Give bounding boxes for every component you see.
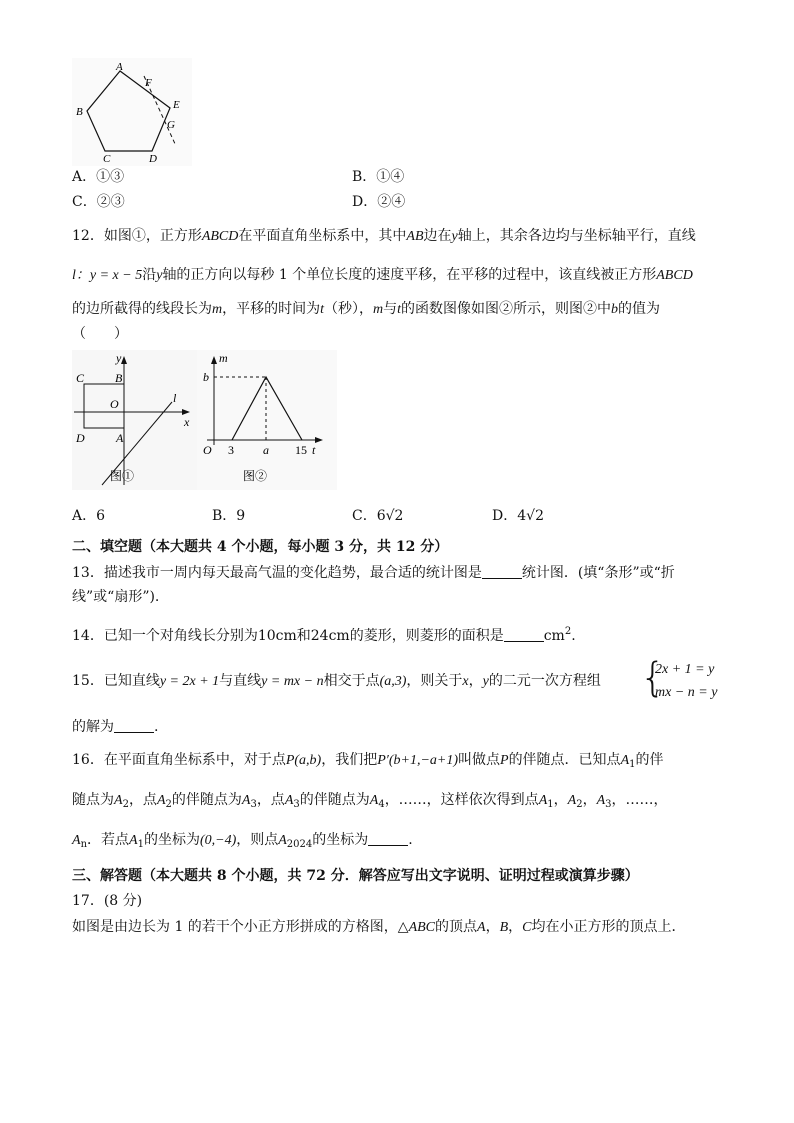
q12-option-b[interactable]: B．9 xyxy=(212,508,246,524)
q12-answer-paren: （ ） xyxy=(72,326,128,342)
q12-option-d[interactable]: D．4√2 xyxy=(492,508,544,524)
figure-background xyxy=(72,58,192,166)
fig1-label-x: x xyxy=(184,415,190,429)
q16-line-3: $A_n$．若点$A_1$的坐标为(0,−4)，则点$A_{2024}$的坐标为 . xyxy=(72,832,413,850)
q11-option-d[interactable]: D．②④ xyxy=(352,194,406,210)
label-B: B xyxy=(76,106,83,118)
figure-2 xyxy=(197,350,337,490)
pentagon-figure xyxy=(72,58,192,166)
q14-blank[interactable] xyxy=(504,627,544,642)
section-2-title: 二、填空题（本大题共 4 个小题，每小题 3 分，共 12 分） xyxy=(72,539,449,555)
label-A: A xyxy=(116,61,123,73)
label-E: E xyxy=(173,99,180,111)
fig2-label-m: m xyxy=(219,351,228,365)
fig2-label-O: O xyxy=(203,443,212,457)
label-F: F xyxy=(145,77,152,89)
fig1-label-D: D xyxy=(76,431,85,445)
q12-line-1: 12．如图①，正方形ABCD在平面直角坐标系中，其中AB边在y轴上，其余各边均与坐标轴平行，直线 xyxy=(72,228,696,244)
q15-line-2: 的解为 . xyxy=(72,719,159,735)
figure-1 xyxy=(72,350,197,490)
fig2-label-3: 3 xyxy=(228,443,234,457)
fig1-background xyxy=(72,350,197,490)
fig1-label-O: O xyxy=(110,397,119,411)
label-D: D xyxy=(149,153,157,165)
q11-option-b[interactable]: B．①④ xyxy=(352,169,405,185)
q13-line-2: 线”或“扇形”). xyxy=(72,589,160,605)
fig1-label-l: l xyxy=(173,391,177,405)
fig2-caption: 图② xyxy=(243,469,268,483)
q16-blank[interactable] xyxy=(368,831,408,846)
fig1-label-C: C xyxy=(76,371,85,385)
q16-line-1: 16．在平面直角坐标系中，对于点P(a,b)，我们把P′(b+1,−a+1)叫做点P的伴随点．已知点$A_1$的伴 xyxy=(72,752,664,770)
fig2-label-15: 15 xyxy=(295,443,307,457)
q15-line-1: 15．已知直线y = 2x + 1与直线y = mx − n相交于点(a,3)，则关于x，y的二元一次方程组 xyxy=(72,673,601,689)
q17-head: 17．(8 分) xyxy=(72,893,143,909)
section-3-title: 三、解答题（本大题共 8 个小题，共 72 分．解答应写出文字说明、证明过程或演算步骤） xyxy=(72,868,639,884)
q15-system-brace: { xyxy=(640,655,666,701)
q12-line-2: l：y = x − 5沿y轴的正方向以每秒 1 个单位长度的速度平移，在平移的过程中，该直线被正方形ABCD xyxy=(72,267,693,283)
q17-line: 如图是由边长为 1 的若干个小正方形拼成的方格图，△ABC的顶点A，B，C均在小正方形的顶点上． xyxy=(72,919,686,935)
label-C: C xyxy=(103,153,111,165)
q12-option-c[interactable]: C．6√2 xyxy=(352,508,404,524)
q13-line-1: 13．描述我市一周内每天最高气温的变化趋势，最合适的统计图是 统计图．(填“条形”或“折 xyxy=(72,565,675,581)
q11-option-c[interactable]: C．②③ xyxy=(72,194,125,210)
label-G: G xyxy=(167,119,175,131)
fig2-label-a: a xyxy=(263,443,269,457)
q12-option-a[interactable]: A．6 xyxy=(72,508,106,524)
q15-system-eq1: 2x + 1 = y xyxy=(655,662,715,677)
q16-line-2: 随点为$A_2$，点$A_2$的伴随点为$A_3$，点$A_3$的伴随点为$A_4$，……，这样依次得到点$A_1$，$A_2$，$A_3$，……， xyxy=(72,792,668,810)
fig1-caption: 图① xyxy=(110,469,135,483)
q15-system-eq2: mx − n = y xyxy=(655,685,718,700)
fig1-label-y: y xyxy=(116,351,122,365)
q13-blank[interactable] xyxy=(482,564,522,579)
q14-line: 14．已知一个对角线长分别为10cm和24cm的菱形，则菱形的面积是 $cm^2$. xyxy=(72,626,576,644)
fig2-label-t: t xyxy=(312,443,316,457)
q11-option-a[interactable]: A．①③ xyxy=(72,169,125,185)
fig1-label-A: A xyxy=(116,431,124,445)
q12-line-3: 的边所截得的线段长为m，平移的时间为t（秒），m与t的函数图像如图②所示，则图②中b的值为 xyxy=(72,301,661,317)
q15-blank[interactable] xyxy=(114,718,154,733)
fig1-label-B: B xyxy=(115,371,123,385)
fig2-label-b: b xyxy=(203,370,209,384)
